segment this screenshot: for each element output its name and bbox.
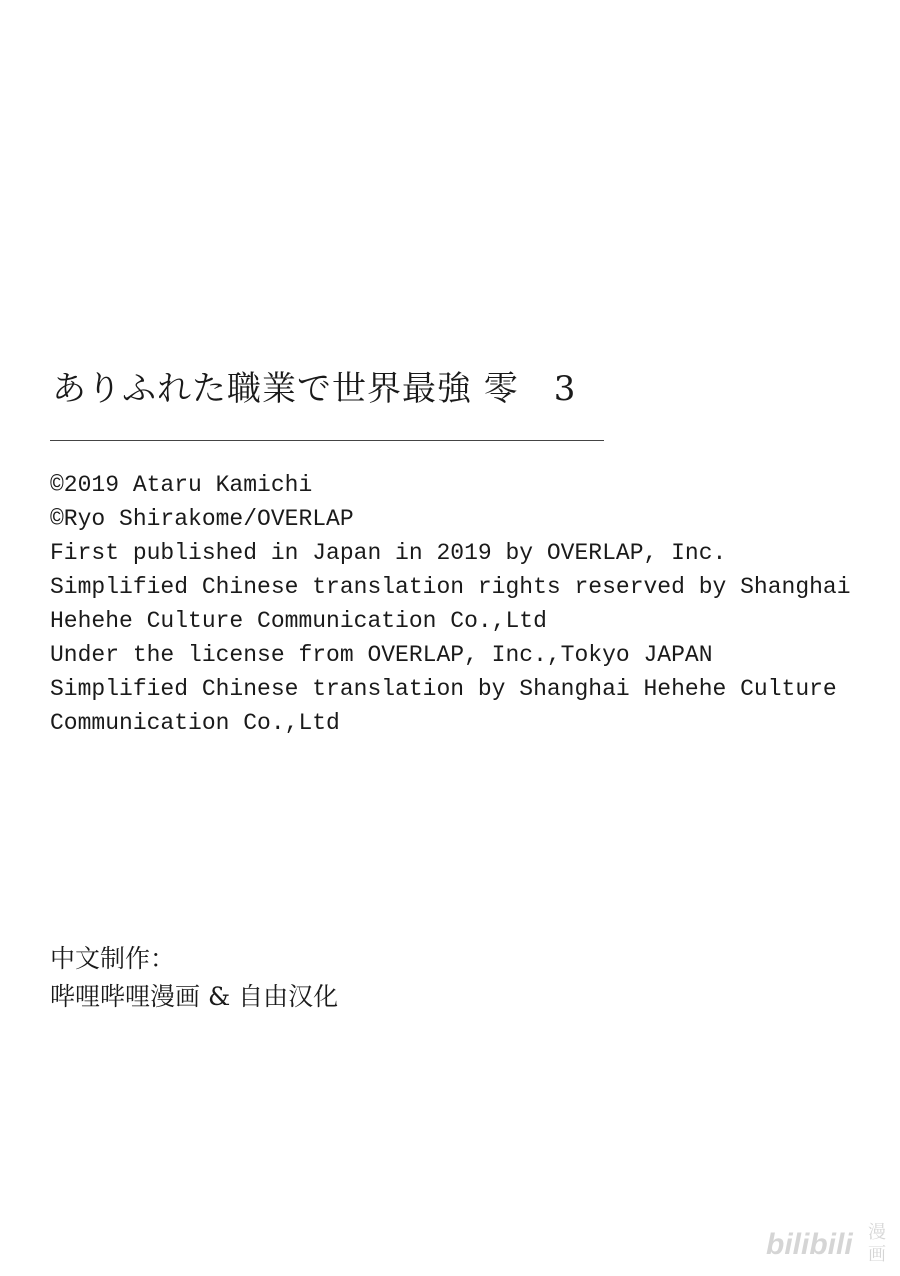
credits-names: 哔哩哔哩漫画 & 自由汉化 <box>50 982 339 1011</box>
watermark-sub-text-bottom: 画 <box>868 1244 886 1265</box>
credits-label: 中文制作： <box>50 944 176 973</box>
watermark-logo-text: bilibili <box>766 1228 853 1261</box>
book-title: ありふれた職業で世界最強 零 3 <box>52 369 577 409</box>
copyright-line-license: Under the license from OVERLAP, Inc.,Tokyo JAPAN <box>50 642 713 668</box>
copyright-block <box>50 468 851 740</box>
watermark-sub-text-top: 漫 <box>868 1222 886 1243</box>
copyright-line-translator: Communication Co.,Ltd <box>50 710 340 736</box>
copyright-line-author: ©2019 Ataru Kamichi <box>50 472 313 498</box>
copyright-line-rights-holder: Hehehe Culture Communication Co.,Ltd <box>50 608 547 634</box>
copyright-line-translation: Simplified Chinese translation by Shanghai Hehehe Culture <box>50 676 837 702</box>
copyright-line-rights: Simplified Chinese translation rights reserved by Shanghai <box>50 574 851 600</box>
production-credits <box>50 940 338 1016</box>
title-divider <box>50 440 604 441</box>
copyright-line-first-published: First published in Japan in 2019 by OVERLAP, Inc. <box>50 540 727 566</box>
copyright-line-illustrator: ©Ryo Shirakome/OVERLAP <box>50 506 354 532</box>
bilibili-manga-watermark <box>764 1216 890 1266</box>
